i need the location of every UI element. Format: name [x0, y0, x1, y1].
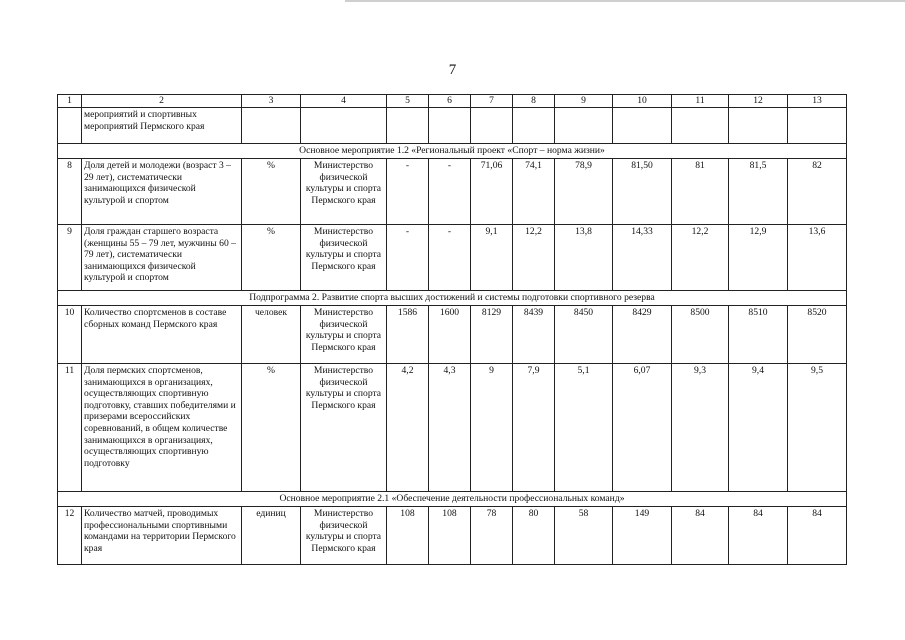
- value-cell: -: [429, 159, 471, 225]
- value-cell: 81: [672, 159, 729, 225]
- value-cell: 14,33: [613, 225, 672, 291]
- column-header: 8: [513, 95, 555, 108]
- value-cell: 149: [613, 507, 672, 565]
- value-cell: 4,2: [387, 364, 429, 492]
- section-row: [58, 144, 847, 159]
- value-cell: 12,2: [513, 225, 555, 291]
- value-cell: 58: [555, 507, 613, 565]
- indicator-name: Доля граждан старшего возраста (женщины 55 – 79 лет, мужчины 60 – 79 лет), систематически занимающихся физической культурой и спортом: [82, 225, 242, 291]
- value-cell: 81,5: [729, 159, 788, 225]
- value-cell: 13,8: [555, 225, 613, 291]
- value-cell: 9: [471, 364, 513, 492]
- column-number-header: [58, 95, 847, 108]
- table-row: [58, 159, 847, 225]
- column-header: 6: [429, 95, 471, 108]
- indicator-name: Доля пермских спортсменов, занимающихся в организациях, осуществляющих спортивную подготовку, ставших победителями и призерами всероссийских соревнований, в общем количестве занимающихся в организациях, осуществляющих спортивную подготовку: [82, 364, 242, 492]
- column-header: 5: [387, 95, 429, 108]
- unit: %: [242, 159, 301, 225]
- row-number: 8: [58, 159, 82, 225]
- value-cell: 80: [513, 507, 555, 565]
- page-number: 7: [448, 62, 457, 78]
- value-cell: 82: [788, 159, 847, 225]
- indicator-name: мероприятий и спортивных мероприятий Пермского края: [82, 108, 242, 144]
- value-cell: 8500: [672, 306, 729, 364]
- column-header: 12: [729, 95, 788, 108]
- responsible-org: Министерство физической культуры и спорта Пермского края: [301, 159, 387, 225]
- value-cell: 8429: [613, 306, 672, 364]
- value-cell: 8439: [513, 306, 555, 364]
- responsible-org: Министерство физической культуры и спорта Пермского края: [301, 364, 387, 492]
- column-header: 11: [672, 95, 729, 108]
- value-cell: 12,2: [672, 225, 729, 291]
- value-cell: 74,1: [513, 159, 555, 225]
- row-number: 12: [58, 507, 82, 565]
- indicator-name: Количество матчей, проводимых профессиональными спортивными командами на территории Пермского края: [82, 507, 242, 565]
- value-cell: 108: [387, 507, 429, 565]
- value-cell: 8510: [729, 306, 788, 364]
- value-cell: 84: [788, 507, 847, 565]
- column-header: 4: [301, 95, 387, 108]
- section-title: Основное мероприятие 2.1 «Обеспечение деятельности профессиональных команд»: [58, 492, 847, 507]
- table-row: [58, 364, 847, 492]
- column-header: 1: [58, 95, 82, 108]
- responsible-org: Министерство физической культуры и спорта Пермского края: [301, 306, 387, 364]
- value-cell: 9,5: [788, 364, 847, 492]
- value-cell: 8520: [788, 306, 847, 364]
- column-header: 2: [82, 95, 242, 108]
- subprogram-title: Подпрограмма 2. Развитие спорта высших достижений и системы подготовки спортивного резерва: [58, 291, 847, 306]
- indicator-name: Количество спортсменов в составе сборных команд Пермского края: [82, 306, 242, 364]
- row-number: 11: [58, 364, 82, 492]
- section-row: [58, 291, 847, 306]
- value-cell: -: [429, 225, 471, 291]
- section-row: [58, 492, 847, 507]
- row-number: 10: [58, 306, 82, 364]
- value-cell: 9,3: [672, 364, 729, 492]
- value-cell: 1600: [429, 306, 471, 364]
- column-header: 13: [788, 95, 847, 108]
- value-cell: 13,6: [788, 225, 847, 291]
- table-row: [58, 306, 847, 364]
- value-cell: -: [387, 225, 429, 291]
- unit: единиц: [242, 507, 301, 565]
- unit: %: [242, 225, 301, 291]
- value-cell: 78: [471, 507, 513, 565]
- value-cell: 84: [672, 507, 729, 565]
- value-cell: 9,1: [471, 225, 513, 291]
- value-cell: 12,9: [729, 225, 788, 291]
- value-cell: 78,9: [555, 159, 613, 225]
- value-cell: 5,1: [555, 364, 613, 492]
- column-header: 10: [613, 95, 672, 108]
- responsible-org: Министерство физической культуры и спорта Пермского края: [301, 225, 387, 291]
- responsible-org: Министерство физической культуры и спорта Пермского края: [301, 507, 387, 565]
- table-row: [58, 108, 847, 144]
- column-header: 7: [471, 95, 513, 108]
- row-number: 9: [58, 225, 82, 291]
- unit: %: [242, 364, 301, 492]
- unit: человек: [242, 306, 301, 364]
- value-cell: 1586: [387, 306, 429, 364]
- value-cell: 8129: [471, 306, 513, 364]
- value-cell: 108: [429, 507, 471, 565]
- value-cell: -: [387, 159, 429, 225]
- value-cell: 7,9: [513, 364, 555, 492]
- value-cell: 8450: [555, 306, 613, 364]
- value-cell: 71,06: [471, 159, 513, 225]
- indicators-table: [57, 94, 847, 565]
- value-cell: 9,4: [729, 364, 788, 492]
- value-cell: 84: [729, 507, 788, 565]
- column-header: 3: [242, 95, 301, 108]
- value-cell: 6,07: [613, 364, 672, 492]
- indicator-name: Доля детей и молодежи (возраст 3 – 29 лет), систематически занимающихся физической культурой и спортом: [82, 159, 242, 225]
- section-title: Основное мероприятие 1.2 «Региональный проект «Спорт – норма жизни»: [58, 144, 847, 159]
- table-row: [58, 507, 847, 565]
- table-row: [58, 225, 847, 291]
- scan-edge-line: [345, 0, 905, 2]
- value-cell: 81,50: [613, 159, 672, 225]
- value-cell: 4,3: [429, 364, 471, 492]
- column-header: 9: [555, 95, 613, 108]
